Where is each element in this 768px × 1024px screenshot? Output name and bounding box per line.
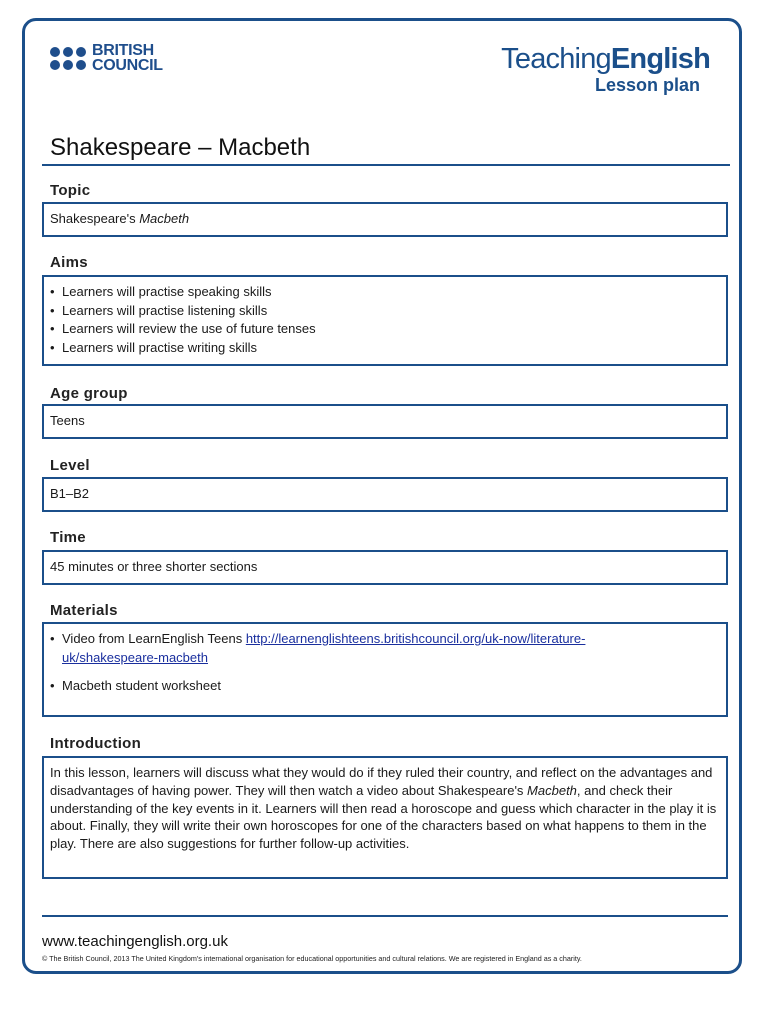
- lesson-plan-subtitle: Lesson plan: [594, 75, 700, 95]
- level-text: B1–B2: [50, 486, 90, 501]
- footer-copyright: © The British Council, 2013 The United Kingdom's international organisation for educational opportunities and cultural relations. We are registered in England as a charity.: [42, 954, 582, 963]
- time-heading: Time: [50, 529, 86, 546]
- aim-item: • Learners will review the use of future tenses: [50, 320, 720, 339]
- british-council-wordmark: BRITISH COUNCIL: [92, 42, 163, 74]
- time-text: 45 minutes or three shorter sections: [50, 559, 258, 574]
- materials-item-video: • Video from LearnEnglish Teens http://learnenglishteens.britishcouncil.org/uk-now/literature- uk/shakespeare-macbeth: [50, 630, 720, 667]
- materials-box: [42, 622, 728, 717]
- materials-heading: Materials: [50, 602, 118, 619]
- time-box: [42, 550, 728, 585]
- aims-list: [50, 283, 720, 357]
- title-divider: [42, 164, 730, 166]
- topic-text: Shakespeare's Macbeth: [50, 211, 190, 226]
- age-group-box: [42, 404, 728, 439]
- age-group-heading: Age group: [50, 385, 128, 402]
- level-heading: Level: [50, 457, 90, 474]
- aim-item: • Learners will practise writing skills: [50, 339, 720, 358]
- aim-item: • Learners will practise speaking skills: [50, 283, 720, 302]
- topic-box: [42, 202, 728, 237]
- aims-heading: Aims: [50, 254, 88, 271]
- page-title: Shakespeare – Macbeth: [50, 134, 311, 161]
- age-group-text: Teens: [50, 413, 85, 428]
- materials-list: [50, 630, 720, 696]
- introduction-text: In this lesson, learners will discuss what they would do if they ruled their country, and reflect on the advantages and disadvantages of having power. They will then watch a video about Shakespeare's Macbeth, and check their understanding of the key events in it. Learners will then read a horoscope and guess which character in the play it is about. Finally, they will write their own horoscopes for one of the characters based on what happens to them in the play. There are also suggestions for further follow-up activities.: [50, 765, 717, 852]
- introduction-box: [42, 756, 728, 879]
- video-link[interactable]: http://learnenglishteens.britishcouncil.org/uk-now/literature- uk/shakespeare-macbeth: [62, 631, 586, 665]
- teachingenglish-wordmark: TeachingEnglish: [501, 43, 710, 75]
- aim-item: • Learners will practise listening skills: [50, 302, 720, 321]
- topic-heading: Topic: [50, 182, 91, 199]
- aims-box: [42, 275, 728, 366]
- level-box: [42, 477, 728, 512]
- footer-website-link[interactable]: www.teachingenglish.org.uk: [42, 933, 228, 950]
- british-council-dots-icon: [50, 47, 86, 70]
- materials-item-worksheet: • Macbeth student worksheet: [50, 677, 720, 696]
- teachingenglish-logo: [501, 44, 710, 95]
- footer-divider: [42, 915, 728, 917]
- introduction-heading: Introduction: [50, 735, 142, 752]
- british-council-logo: [50, 43, 163, 73]
